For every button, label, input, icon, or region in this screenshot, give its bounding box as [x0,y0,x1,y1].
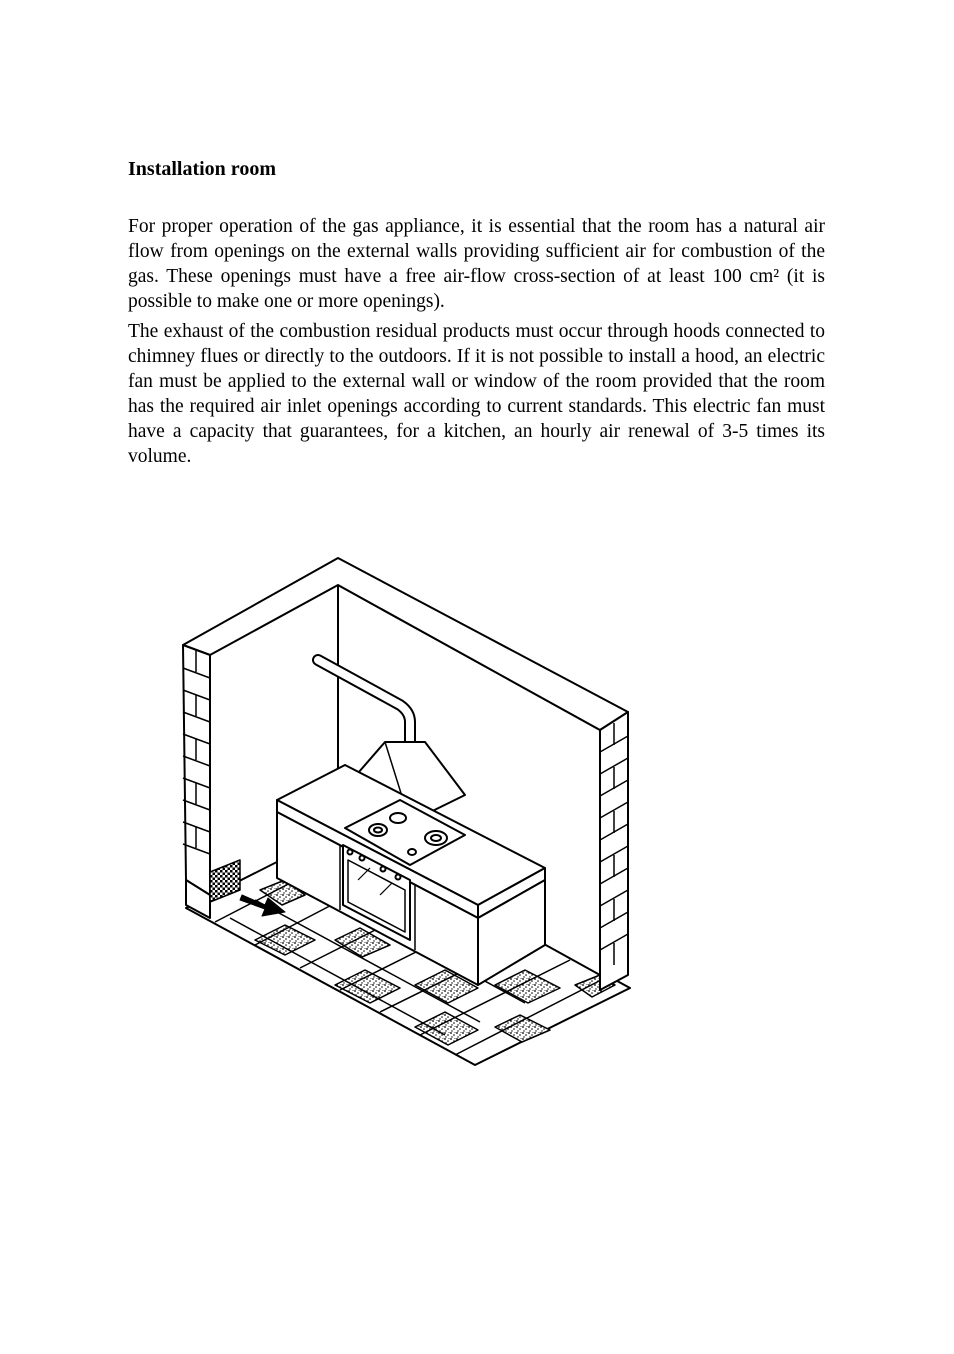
right-brick-wall [600,712,628,990]
paragraph-exhaust: The exhaust of the combustion residual products must occur through hoods connected to chimney flues or directly to the outdoors. If it is not possible to install a hood, an electric fan must be applied to the external wall or window of the room provided that the room has the required air inlet openings according to current standards. This electric fan must have a capacity that guarantees, for a kitchen, an hourly air renewal of 3-5 times its volume. [128,321,825,467]
kitchen-ventilation-illustration [150,540,650,1085]
section-heading: Installation room [128,158,276,180]
paragraph-air-openings: For proper operation of the gas appliance, it is essential that the room has a natural air flow from openings on the external walls providing sufficient air for combustion of the gas. These openings must have a free air-flow cross-section of at least 100 cm² (it is possible to make one or more openings). [128,216,825,312]
left-brick-wall [183,645,210,918]
